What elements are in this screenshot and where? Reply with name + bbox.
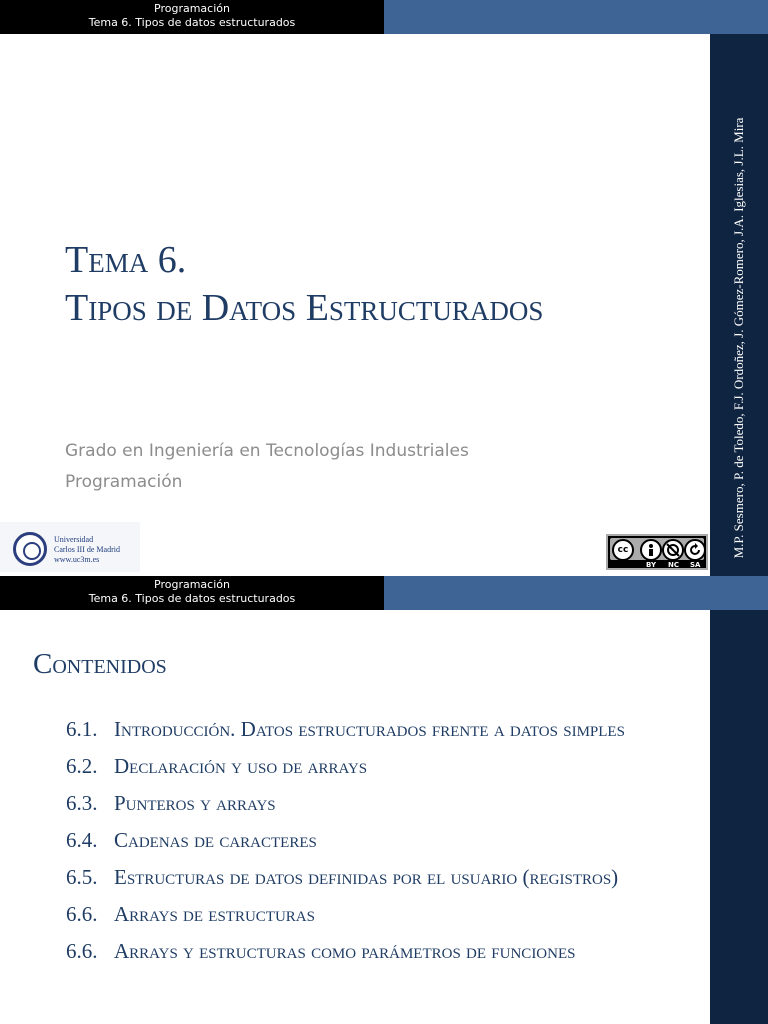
toc-item-number: 6.6. <box>66 939 98 963</box>
noncommercial-icon <box>662 539 684 561</box>
toc-item-text: Cadenas de caracteres <box>114 828 317 852</box>
slide-header-accent-bar <box>384 0 768 34</box>
header-course: Programación <box>154 2 230 15</box>
header-topic: Tema 6. Tipos de datos estructurados <box>88 592 296 605</box>
slide-title <box>65 236 543 332</box>
by-attribution-icon <box>640 539 662 561</box>
toc-item-text: Declaración y uso de arrays <box>114 754 368 778</box>
slide-subtitle <box>65 436 469 498</box>
university-seal-icon <box>13 532 47 566</box>
toc-item-number: 6.6. <box>66 902 98 926</box>
header-topic: Tema 6. Tipos de datos estructurados <box>88 16 296 29</box>
creative-commons-license-badge <box>606 534 708 570</box>
toc-item-number: 6.5. <box>66 865 98 889</box>
subtitle-line-1: Grado en Ingeniería en Tecnologías Industriales <box>65 441 469 461</box>
license-labels <box>638 560 706 570</box>
toc-item-text: Estructuras de datos definidas por el usuario (registros) <box>114 865 619 889</box>
toc-item <box>66 714 646 745</box>
contents-slide <box>0 576 768 1024</box>
toc-item <box>66 862 646 893</box>
toc-item <box>66 899 646 930</box>
toc-item-text: Punteros y arrays <box>114 791 276 815</box>
cc-icon: cc <box>612 539 634 561</box>
toc-item <box>66 936 646 967</box>
title-line-1: Tema 6. <box>65 239 187 281</box>
authors-side-bar <box>710 34 768 576</box>
sharealike-icon <box>684 539 706 561</box>
title-line-2: Tipos de Datos Estructurados <box>65 287 544 329</box>
toc-item-text: Introducción. Datos estructurados frente a datos simples <box>114 717 625 741</box>
university-logo-text <box>54 535 120 565</box>
toc-item <box>66 825 646 856</box>
logo-line-3: www.uc3m.es <box>54 555 100 564</box>
logo-line-1: Universidad <box>54 535 94 544</box>
license-label-by: BY <box>646 561 657 569</box>
license-label-nc: NC <box>668 561 679 569</box>
toc-item-number: 6.2. <box>66 754 98 778</box>
subtitle-line-2: Programación <box>65 472 183 492</box>
side-bar <box>710 610 768 1024</box>
toc-item-number: 6.4. <box>66 828 98 852</box>
toc-item-number: 6.1. <box>66 717 98 741</box>
toc-item <box>66 751 646 782</box>
contents-title: Contenidos <box>33 648 167 680</box>
toc-item-text: Arrays de estructuras <box>114 902 315 926</box>
toc-item-text: Arrays y estructuras como parámetros de funciones <box>114 939 576 963</box>
logo-line-2: Carlos III de Madrid <box>54 545 120 554</box>
header-course: Programación <box>154 578 230 591</box>
toc-item-number: 6.3. <box>66 791 98 815</box>
slide-header-label <box>0 576 384 610</box>
university-logo <box>0 522 140 572</box>
authors-text: M.P. Sesmero, P. de Toledo, F.J. Ordoñez, J. Gómez-Romero, J.A. Iglesias, J.L. Mira <box>731 117 746 559</box>
table-of-contents <box>66 714 646 973</box>
slide-header-accent-bar <box>384 576 768 610</box>
license-label-sa: SA <box>690 561 701 569</box>
toc-item <box>66 788 646 819</box>
slide-header-label <box>0 0 384 34</box>
